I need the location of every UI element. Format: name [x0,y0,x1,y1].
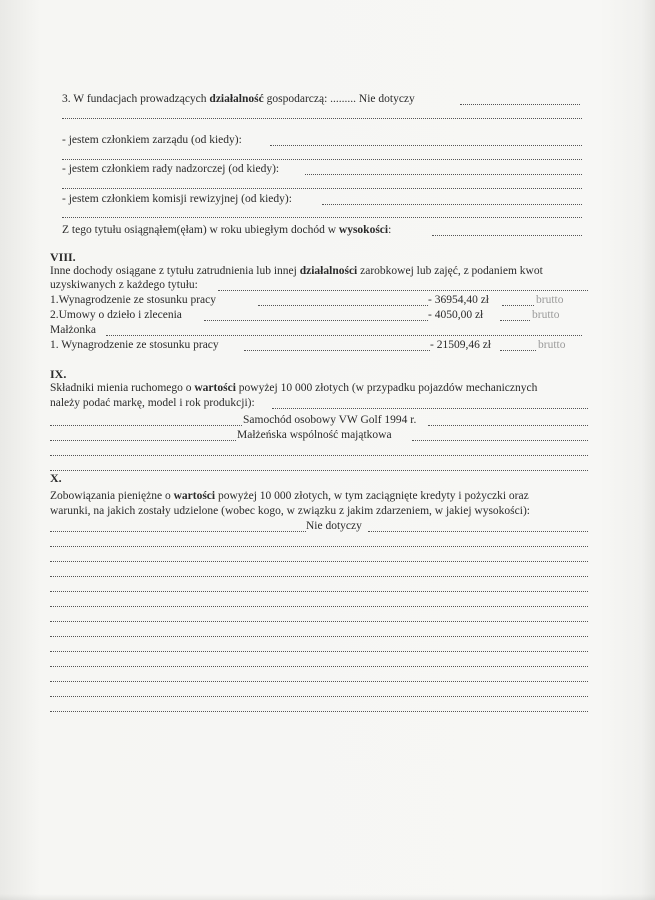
dotted-line [50,650,588,652]
dotted-fill [258,304,428,306]
dotted-fill [460,103,580,105]
section-viii-heading: VIII. [50,250,76,264]
dotted-fill [322,203,582,205]
dotted-fill [305,173,582,175]
board-member-line: - jestem członkiem zarządu (od kiedy): [62,134,242,146]
dotted-line [62,216,582,218]
dotted-line [50,469,588,471]
supervisory-board-line: - jestem członkiem rady nadzorczej (od kiedy): [62,163,280,175]
dotted-fill [244,349,430,351]
dotted-line [50,665,588,667]
section-viii-intro: Inne dochody osiągane z tytułu zatrudnienia lub innej działalności zarobkowej lub zajęć, z podaniem kwot [50,265,543,277]
section-ix-heading: IX. [50,367,67,381]
contracts-label: 2.Umowy o dzieło i zlecenia [50,309,182,321]
dotted-fill [412,439,588,441]
car-item: Samochód osobowy VW Golf 1994 r. [243,414,417,426]
audit-committee-line: - jestem członkiem komisji rewizyjnej (od kiedy): [62,193,292,205]
liabilities-not-applicable: Nie dotyczy [306,520,362,532]
dotted-line [50,620,588,622]
dotted-fill [50,530,306,532]
foundation-income-line: Z tego tytułu osiągnąłem(ęłam) w roku ubiegłym dochód w wysokości: [62,224,392,236]
spouse-salary-amount: - 21509,46 zł [430,339,492,351]
dotted-line [50,454,588,456]
section-viii-intro-line2: uzyskiwanych z każdego tytułu: [50,279,198,291]
dotted-fill [500,319,530,321]
salary-label: 1.Wynagrodzenie ze stosunku pracy [50,294,216,306]
section-x-heading: X. [50,471,62,485]
dotted-fill [106,334,582,336]
salary-amount: - 36954,40 zł [428,294,490,306]
dotted-fill [272,407,588,409]
page-edge-shadow [641,0,655,900]
section-x-intro: Zobowiązania pieniężne o wartości powyżej 10 000 złotych, w tym zaciągnięte kredyty i pożyczki oraz [50,490,529,502]
spouse-label: Małżonka [50,324,96,336]
dotted-line [50,545,588,547]
dotted-line [50,560,588,562]
spouse-salary-label: 1. Wynagrodzenie ze stosunku pracy [50,339,219,351]
salary-gross-label: brutto [536,294,564,306]
dotted-fill [432,234,582,236]
dotted-fill [204,319,428,321]
dotted-fill [502,304,534,306]
dotted-line [50,680,588,682]
dotted-line [62,158,582,160]
contracts-gross-label: brutto [532,309,560,321]
spouse-salary-gross-label: brutto [538,339,566,351]
section-x-intro-line2: warunki, na jakich zostały udzielone (wobec kogo, w związku z jakim zdarzeniem, w jakiej wysokości): [50,505,530,517]
contracts-amount: - 4050,00 zł [428,309,484,321]
dotted-fill [218,289,588,291]
dotted-line [62,187,582,189]
page-bottom-shadow [0,894,655,900]
dotted-line [50,605,588,607]
dotted-fill [428,424,588,426]
dotted-fill [50,424,242,426]
dotted-fill [50,439,236,441]
joint-property-item: Małżeńska wspólność majątkowa [237,429,392,441]
dotted-line [50,575,588,577]
dotted-fill [368,530,588,532]
section-ix-intro-line2: należy podać markę, model i rok produkcji): [50,397,255,409]
dotted-line [50,590,588,592]
dotted-line [50,635,588,637]
dotted-line [50,695,588,697]
dotted-line [50,710,588,712]
dotted-fill [500,349,536,351]
dotted-line [62,117,582,119]
foundations-line: 3. W fundacjach prowadzących działalność gospodarczą: ......... Nie dotyczy [62,93,415,105]
dotted-fill [270,144,582,146]
section-ix-intro: Składniki mienia ruchomego o wartości powyżej 10 000 złotych (w przypadku pojazdów mechanicznych [50,382,538,394]
